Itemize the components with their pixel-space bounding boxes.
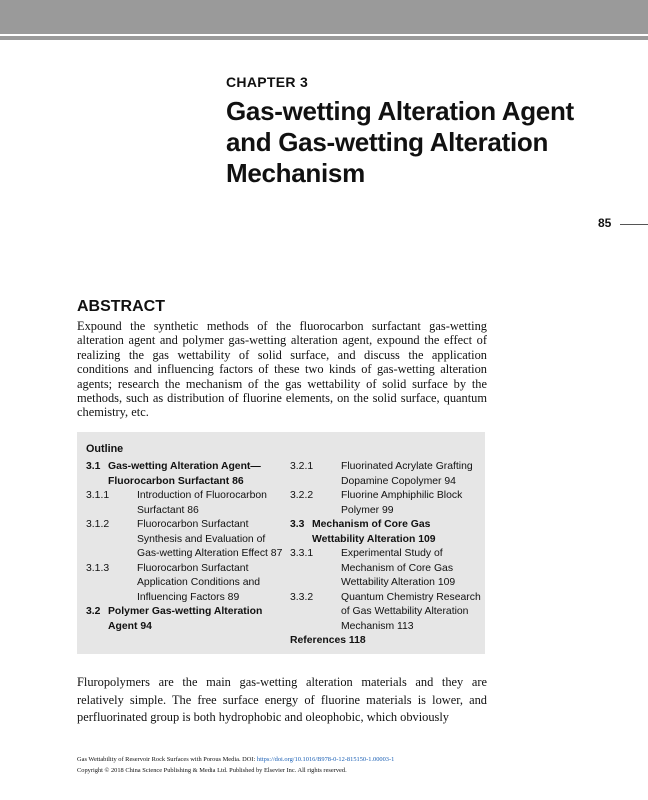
page-number: 85 (598, 216, 612, 230)
outline-entry-text: Fluorocarbon Surfactant Synthesis and Evaluation of Gas-wetting Alteration Effect 87 (137, 519, 283, 559)
outline-entry-number: 3.1.1 (86, 490, 110, 501)
outline-entry-number: 3.1 (86, 461, 101, 472)
outline-entry[interactable] (86, 518, 284, 562)
outline-entry[interactable] (86, 605, 284, 634)
outline-entry[interactable] (86, 562, 284, 606)
outline-entry-number: 3.3.1 (290, 548, 314, 559)
footer-book-info: Gas Wettability of Reservoir Rock Surfaces with Porous Media. DOI: (77, 756, 257, 763)
outline-entry-text: Gas-wetting Alteration Agent— Fluorocarbon Surfactant 86 (108, 461, 261, 487)
footer-citation (77, 754, 577, 765)
outline-entry-number: 3.2 (86, 606, 101, 617)
outline-entry-number: 3.2.1 (290, 461, 314, 472)
body-paragraph: Fluropolymers are the main gas-wetting alteration materials and they are relatively simple. The free surface energy of fluorine materials is lower, and perfluorinated group is both hydrophobic and oleophobic, which obviously (77, 675, 487, 724)
footer-copyright: Copyright © 2018 China Science Publishing & Media Ltd. Published by Elsevier Inc. All rights reserved. (77, 767, 347, 774)
outline-entry[interactable] (290, 489, 482, 518)
outline-title: Outline (86, 443, 124, 455)
outline-entry[interactable] (290, 547, 482, 591)
outline-entry-text: Fluorinated Acrylate Grafting Dopamine Copolymer 94 (341, 461, 473, 487)
chapter-label: CHAPTER 3 (226, 74, 309, 90)
page-number-rule (620, 224, 648, 225)
outline-entry-references[interactable] (290, 634, 482, 649)
outline-entry-text: Polymer Gas-wetting Alteration Agent 94 (108, 606, 263, 632)
outline-entry[interactable] (290, 460, 482, 489)
outline-entry[interactable] (290, 591, 482, 635)
outline-box (77, 432, 485, 654)
page-footer (77, 754, 577, 776)
header-band (0, 0, 648, 34)
outline-entry-text: Mechanism of Core Gas Wettability Alteration 109 (312, 519, 436, 545)
chapter-title-line: Gas-wetting Alteration Agent (226, 96, 574, 126)
chapter-title-line: Mechanism (226, 158, 365, 188)
doi-link[interactable]: https://doi.org/10.1016/B978-0-12-815150-1.00003-1 (256, 756, 395, 763)
abstract-heading: ABSTRACT (77, 298, 165, 315)
chapter-title (226, 96, 626, 189)
outline-entry-number: 3.1.2 (86, 519, 110, 530)
outline-entry-text: Introduction of Fluorocarbon Surfactant 86 (137, 490, 267, 516)
outline-entry-number: 3.3 (290, 519, 305, 530)
outline-entry-text: Quantum Chemistry Research of Gas Wettability Alteration Mechanism 113 (341, 591, 481, 632)
outline-entry[interactable] (86, 460, 284, 489)
outline-entry[interactable] (290, 518, 482, 547)
outline-entry-text: References 118 (290, 635, 366, 646)
outline-entry-number: 3.2.2 (290, 490, 314, 501)
outline-entry-text: Experimental Study of Mechanism of Core Gas Wettability Alteration 109 (341, 548, 456, 588)
outline-entry[interactable] (86, 489, 284, 518)
outline-entry-number: 3.1.3 (86, 562, 110, 574)
abstract-text: Expound the synthetic methods of the fluorocarbon surfactant gas-wetting alteration agent and polymer gas-wetting alteration agent, expound the effect of realizing the gas wettability of solid surface, and discuss the application conditions and influencing factors of these two kinds of gas-wetting alteration agents; research the mechanism of the gas wettability of solid surface by the methods, such as distribution of fluorine elements, on the solid surface, quantum chemistry, etc. (77, 319, 487, 420)
outline-entry-number: 3.3.2 (290, 591, 314, 603)
outline-right-column (290, 460, 482, 649)
outline-entry-text: Fluorine Amphiphilic Block Polymer 99 (341, 490, 463, 516)
outline-entry-text: Fluorocarbon Surfactant Application Conditions and Influencing Factors 89 (137, 562, 261, 603)
outline-left-column (86, 460, 284, 634)
chapter-title-line: and Gas-wetting Alteration (226, 127, 549, 157)
header-rule (0, 36, 648, 40)
